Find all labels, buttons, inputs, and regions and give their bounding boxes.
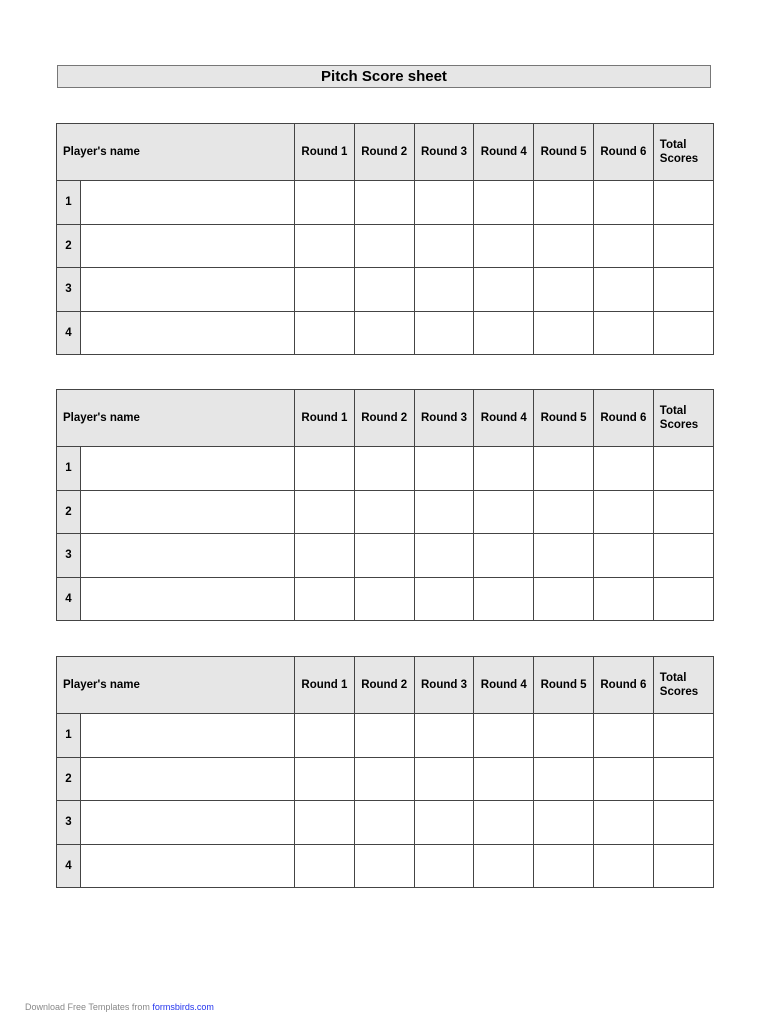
- table-header: [57, 390, 714, 447]
- total-scores-header: [653, 390, 713, 447]
- table-row: [57, 447, 714, 491]
- round-score-cell[interactable]: [534, 534, 594, 578]
- round-score-cell[interactable]: [474, 490, 534, 534]
- player-name-cell[interactable]: [81, 534, 295, 578]
- total-score-cell[interactable]: [653, 490, 713, 534]
- row-number: 4: [57, 577, 81, 621]
- round-score-cell[interactable]: [295, 844, 355, 888]
- round-score-cell[interactable]: [354, 844, 414, 888]
- round-score-cell[interactable]: [474, 311, 534, 355]
- scores-label: Scores: [659, 419, 699, 431]
- round-score-cell[interactable]: [414, 490, 474, 534]
- round-score-cell[interactable]: [354, 311, 414, 355]
- score-table: [56, 123, 714, 355]
- score-table: [56, 389, 714, 621]
- player-name-cell[interactable]: [81, 311, 295, 355]
- round-score-cell[interactable]: [414, 714, 474, 758]
- round-score-cell[interactable]: [593, 181, 653, 225]
- total-score-cell[interactable]: [653, 534, 713, 578]
- player-name-header: Player's name: [57, 657, 295, 714]
- round-score-cell[interactable]: [474, 447, 534, 491]
- round-score-cell[interactable]: [414, 311, 474, 355]
- round-score-cell[interactable]: [593, 577, 653, 621]
- round-score-cell[interactable]: [414, 757, 474, 801]
- round-score-cell[interactable]: [593, 490, 653, 534]
- round-header: Round 5: [534, 124, 594, 181]
- round-score-cell[interactable]: [414, 268, 474, 312]
- table-row: [57, 224, 714, 268]
- round-score-cell[interactable]: [354, 181, 414, 225]
- table-header: [57, 657, 714, 714]
- table-header: [57, 124, 714, 181]
- row-number: 2: [57, 757, 81, 801]
- round-score-cell[interactable]: [534, 224, 594, 268]
- round-header: Round 2: [354, 124, 414, 181]
- round-header: Round 6: [593, 390, 653, 447]
- player-name-header: Player's name: [57, 124, 295, 181]
- total-score-cell[interactable]: [653, 757, 713, 801]
- round-score-cell[interactable]: [593, 757, 653, 801]
- round-score-cell[interactable]: [414, 447, 474, 491]
- round-score-cell[interactable]: [354, 490, 414, 534]
- round-score-cell[interactable]: [534, 577, 594, 621]
- round-score-cell[interactable]: [414, 577, 474, 621]
- round-header: Round 4: [474, 657, 534, 714]
- footer: [25, 1002, 214, 1012]
- row-number: 3: [57, 268, 81, 312]
- round-score-cell[interactable]: [474, 577, 534, 621]
- round-score-cell[interactable]: [474, 844, 534, 888]
- total-scores-header: [653, 657, 713, 714]
- round-score-cell[interactable]: [474, 181, 534, 225]
- round-header: Round 5: [534, 657, 594, 714]
- round-score-cell[interactable]: [534, 757, 594, 801]
- round-score-cell[interactable]: [534, 268, 594, 312]
- player-name-cell[interactable]: [81, 224, 295, 268]
- round-score-cell[interactable]: [593, 268, 653, 312]
- player-name-cell[interactable]: [81, 490, 295, 534]
- player-name-header: Player's name: [57, 390, 295, 447]
- row-number: 2: [57, 224, 81, 268]
- row-number: 3: [57, 534, 81, 578]
- round-score-cell[interactable]: [295, 490, 355, 534]
- round-score-cell[interactable]: [295, 181, 355, 225]
- player-name-cell[interactable]: [81, 757, 295, 801]
- total-scores-header: [653, 124, 713, 181]
- round-header: Round 1: [295, 124, 355, 181]
- round-header: Round 3: [414, 390, 474, 447]
- round-score-cell[interactable]: [474, 714, 534, 758]
- row-number: 3: [57, 801, 81, 845]
- table-row: [57, 714, 714, 758]
- player-name-cell[interactable]: [81, 577, 295, 621]
- round-score-cell[interactable]: [354, 447, 414, 491]
- table-row: [57, 534, 714, 578]
- round-score-cell[interactable]: [593, 534, 653, 578]
- round-header: Round 6: [593, 124, 653, 181]
- round-score-cell[interactable]: [593, 801, 653, 845]
- total-score-cell[interactable]: [653, 844, 713, 888]
- player-name-cell[interactable]: [81, 801, 295, 845]
- player-name-cell[interactable]: [81, 714, 295, 758]
- round-score-cell[interactable]: [474, 757, 534, 801]
- round-score-cell[interactable]: [534, 714, 594, 758]
- round-header: Round 5: [534, 390, 594, 447]
- round-score-cell[interactable]: [295, 224, 355, 268]
- round-score-cell[interactable]: [295, 534, 355, 578]
- player-name-cell[interactable]: [81, 181, 295, 225]
- round-score-cell[interactable]: [534, 447, 594, 491]
- table-row: [57, 490, 714, 534]
- round-score-cell[interactable]: [295, 311, 355, 355]
- round-header: Round 1: [295, 657, 355, 714]
- round-score-cell[interactable]: [474, 224, 534, 268]
- round-header: Round 4: [474, 390, 534, 447]
- round-score-cell[interactable]: [474, 534, 534, 578]
- scores-label: Scores: [659, 686, 699, 698]
- player-name-cell[interactable]: [81, 844, 295, 888]
- round-score-cell[interactable]: [593, 447, 653, 491]
- row-number: 4: [57, 311, 81, 355]
- round-score-cell[interactable]: [534, 311, 594, 355]
- round-score-cell[interactable]: [414, 534, 474, 578]
- total-score-cell[interactable]: [653, 447, 713, 491]
- total-score-cell[interactable]: [653, 181, 713, 225]
- round-header: Round 2: [354, 390, 414, 447]
- round-score-cell[interactable]: [534, 181, 594, 225]
- table-row: [57, 801, 714, 845]
- table-row: [57, 268, 714, 312]
- round-score-cell[interactable]: [593, 714, 653, 758]
- round-score-cell[interactable]: [474, 801, 534, 845]
- scores-label: Scores: [659, 153, 699, 165]
- row-number: 2: [57, 490, 81, 534]
- round-header: Round 6: [593, 657, 653, 714]
- player-name-cell[interactable]: [81, 268, 295, 312]
- round-score-cell[interactable]: [414, 844, 474, 888]
- round-score-cell[interactable]: [534, 801, 594, 845]
- row-number: 1: [57, 447, 81, 491]
- total-score-cell[interactable]: [653, 714, 713, 758]
- round-score-cell[interactable]: [414, 224, 474, 268]
- row-number: 1: [57, 181, 81, 225]
- total-label: Total: [659, 672, 687, 684]
- round-score-cell[interactable]: [354, 801, 414, 845]
- round-score-cell[interactable]: [354, 534, 414, 578]
- table-row: [57, 311, 714, 355]
- round-score-cell[interactable]: [354, 714, 414, 758]
- round-score-cell[interactable]: [295, 268, 355, 312]
- total-score-cell[interactable]: [653, 268, 713, 312]
- total-label: Total: [659, 405, 687, 417]
- row-number: 1: [57, 714, 81, 758]
- table-row: [57, 181, 714, 225]
- round-score-cell[interactable]: [474, 268, 534, 312]
- round-score-cell[interactable]: [354, 268, 414, 312]
- player-name-cell[interactable]: [81, 447, 295, 491]
- round-score-cell[interactable]: [295, 757, 355, 801]
- round-score-cell[interactable]: [354, 577, 414, 621]
- round-score-cell[interactable]: [295, 714, 355, 758]
- round-score-cell[interactable]: [295, 447, 355, 491]
- total-score-cell[interactable]: [653, 577, 713, 621]
- round-score-cell[interactable]: [354, 757, 414, 801]
- round-score-cell[interactable]: [295, 577, 355, 621]
- round-score-cell[interactable]: [593, 224, 653, 268]
- footer-link[interactable]: formsbirds.com: [152, 1002, 214, 1012]
- total-label: Total: [659, 139, 687, 151]
- total-score-cell[interactable]: [653, 311, 713, 355]
- footer-text: Download Free Templates from: [25, 1002, 153, 1012]
- page-title: Pitch Score sheet: [57, 65, 711, 88]
- round-score-cell[interactable]: [534, 490, 594, 534]
- round-header: Round 3: [414, 657, 474, 714]
- round-header: Round 1: [295, 390, 355, 447]
- total-score-cell[interactable]: [653, 801, 713, 845]
- score-table: [56, 656, 714, 888]
- table-row: [57, 757, 714, 801]
- round-score-cell[interactable]: [414, 801, 474, 845]
- total-score-cell[interactable]: [653, 224, 713, 268]
- row-number: 4: [57, 844, 81, 888]
- table-row: [57, 844, 714, 888]
- round-score-cell[interactable]: [354, 224, 414, 268]
- round-score-cell[interactable]: [593, 844, 653, 888]
- round-score-cell[interactable]: [534, 844, 594, 888]
- round-header: Round 2: [354, 657, 414, 714]
- round-header: Round 4: [474, 124, 534, 181]
- round-score-cell[interactable]: [414, 181, 474, 225]
- round-header: Round 3: [414, 124, 474, 181]
- round-score-cell[interactable]: [295, 801, 355, 845]
- round-score-cell[interactable]: [593, 311, 653, 355]
- table-row: [57, 577, 714, 621]
